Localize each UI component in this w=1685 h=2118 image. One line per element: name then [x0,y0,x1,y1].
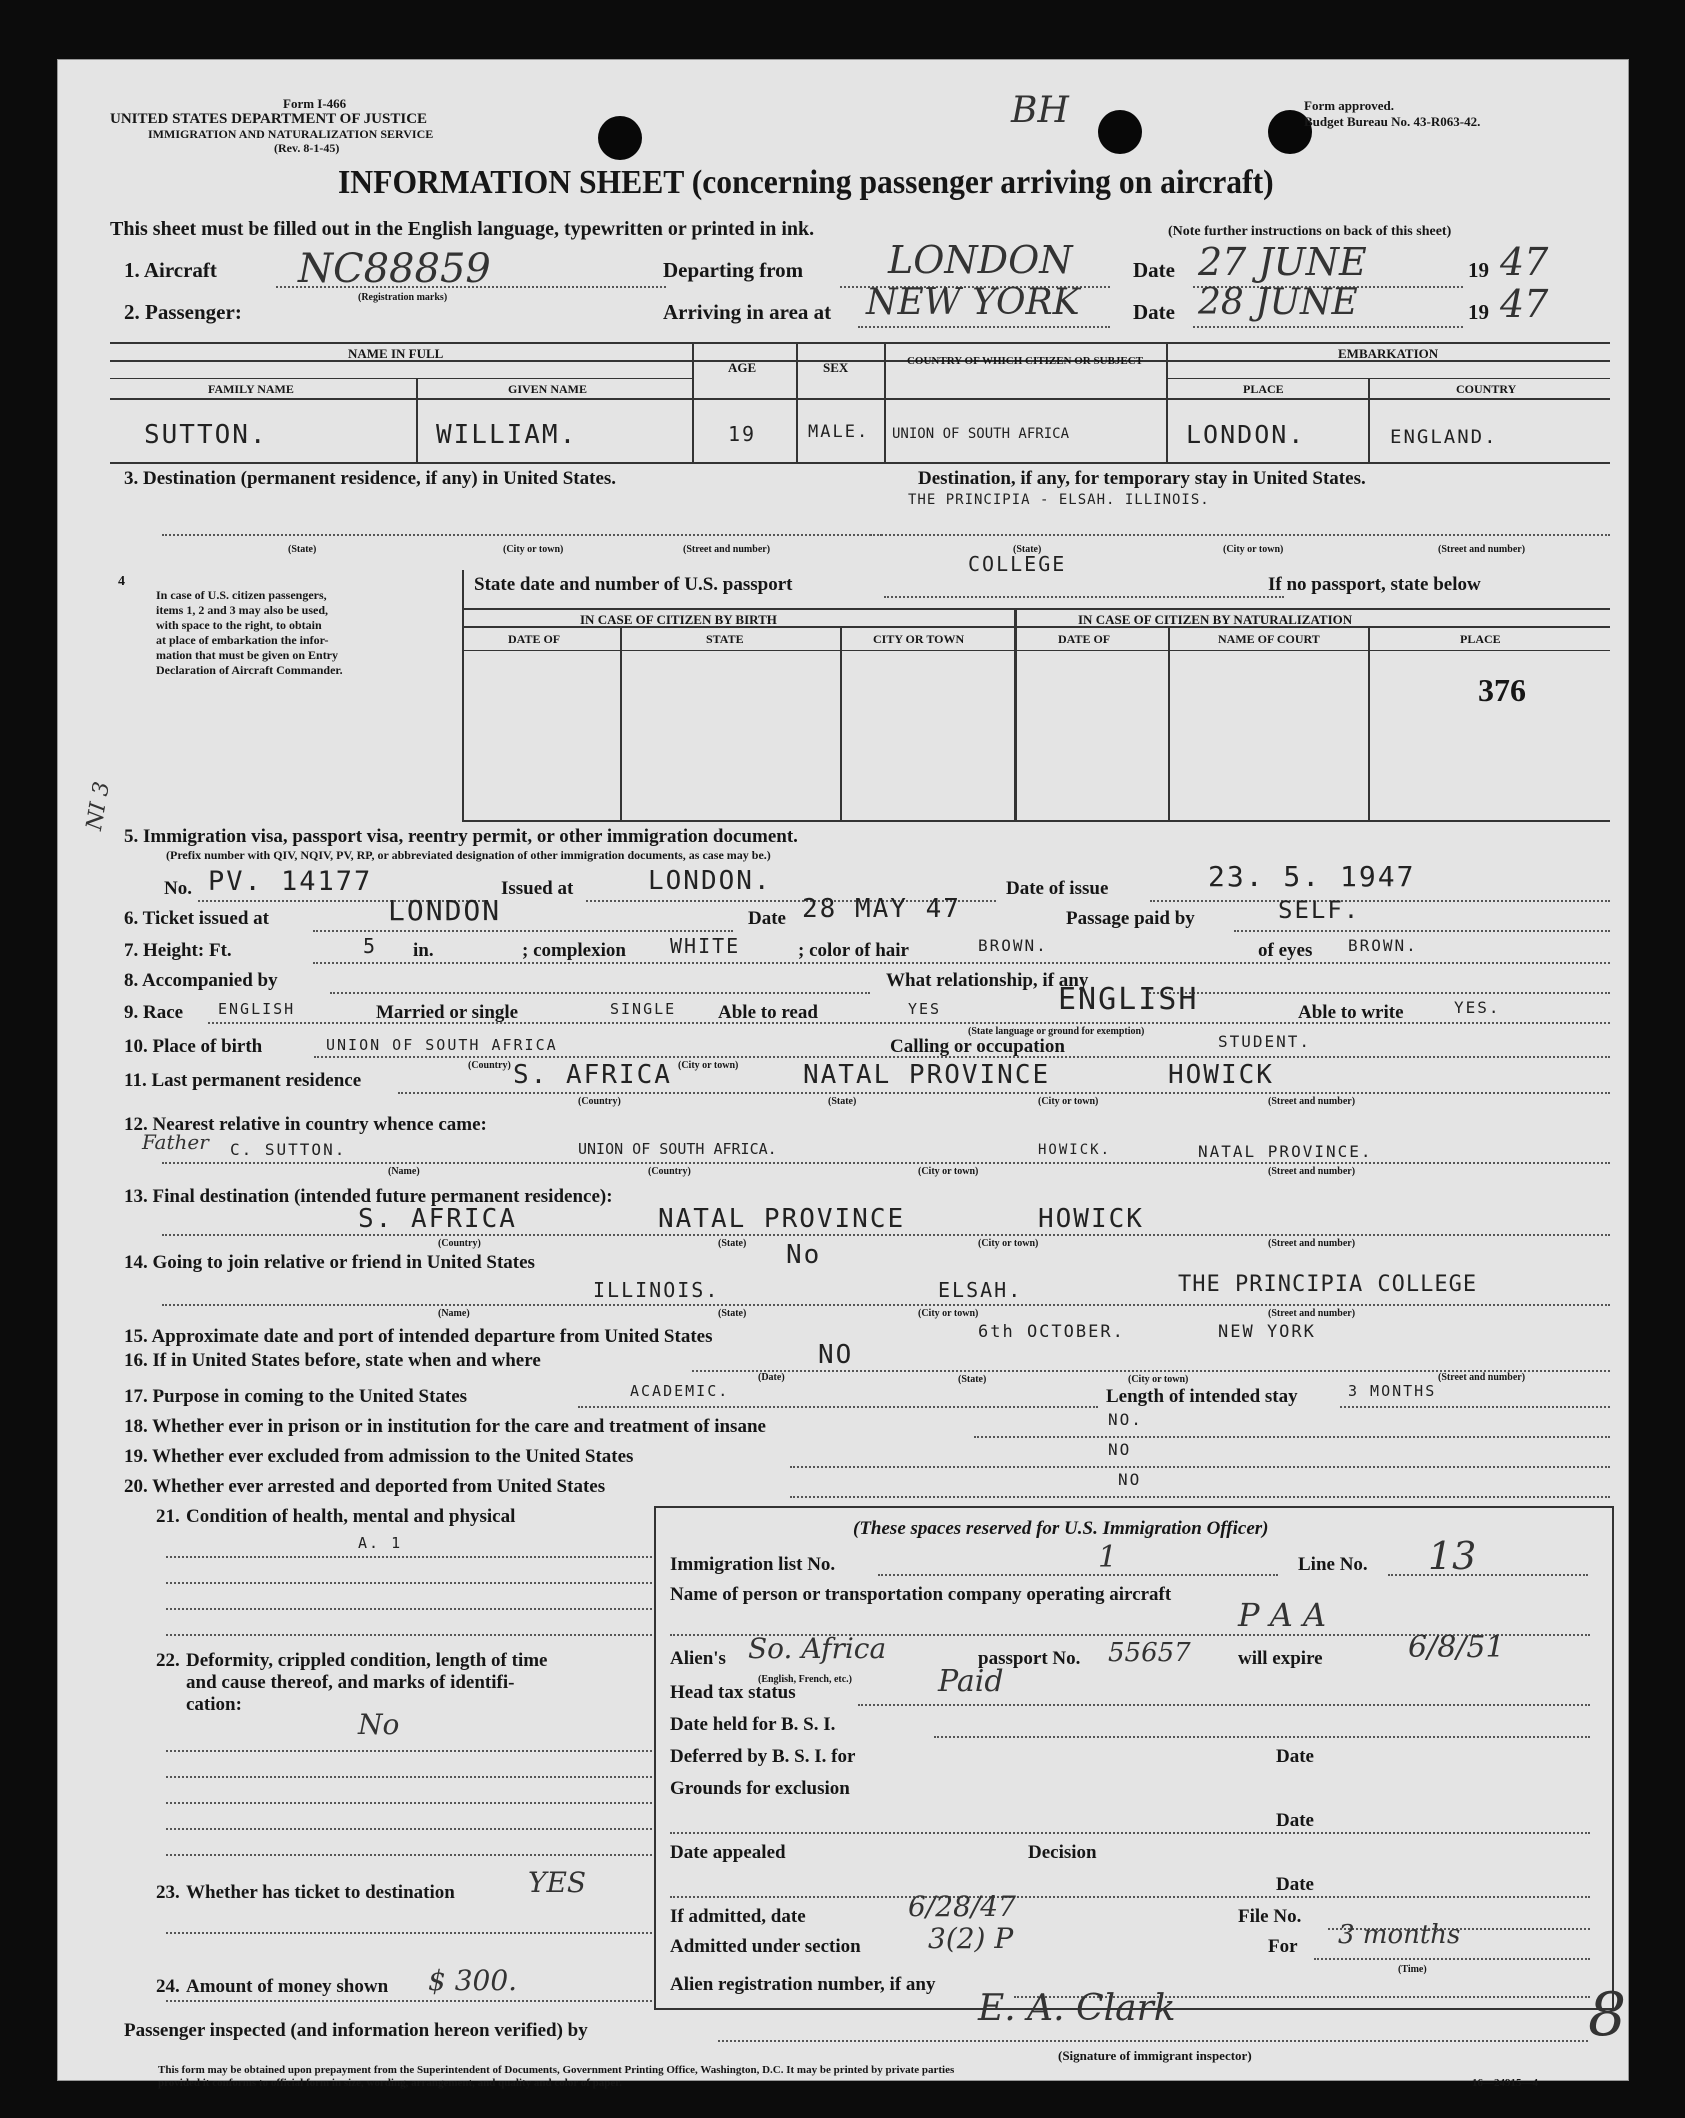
cap-state-13: (State) [718,1238,747,1249]
date-of-issue-value: 23. 5. 1947 [1208,860,1416,893]
page-title: INFORMATION SHEET (concerning passenger arriving on aircraft) [338,164,1274,201]
married-label: Married or single [376,1002,519,1023]
item9-label: 9. Race [124,1002,184,1023]
residence-state: NATAL PROVINCE [803,1060,1051,1090]
item14-label: 14. Going to join relative or friend in United States [124,1252,535,1273]
item19-label: 19. Whether ever excluded from admission to the United States [124,1446,634,1467]
admitted-label: If admitted, date [670,1906,806,1927]
item11-label: 11. Last permanent residence [124,1070,362,1091]
cap-state-16: (State) [958,1374,987,1385]
height-ft-value: 5 [363,934,378,958]
item4-note-6: Declaration of Aircraft Commander. [156,663,343,677]
embarkation-country-header: COUNTRY [1456,382,1517,396]
punch-hole [598,116,642,160]
passport-label: State date and number of U.S. passport [474,574,793,595]
citizen-by-naturalization-header: IN CASE OF CITIZEN BY NATURALIZATION [1078,612,1353,627]
item4-note-3: with space to the right, to obtain [156,618,322,632]
name-in-full-header: NAME IN FULL [348,346,444,361]
departing-label: Departing from [663,258,804,282]
cap-city-b: (City or town) [1223,544,1284,555]
deferred-date-label: Date [1276,1746,1314,1767]
form-code: 16—24915—4 [1472,2077,1538,2089]
temporary-destination: THE PRINCIPIA - ELSAH. ILLINOIS. [908,492,1210,508]
item3-label: 3. Destination (permanent residence, if any) in United States. [124,468,617,489]
item4-note-2: items 1, 2 and 3 may also be used, [156,603,329,617]
instruction-line: This sheet must be filled out in the English language, typewritten or printed in ink. [110,218,815,240]
signature-caption: (Signature of immigrant inspector) [1058,2048,1252,2063]
item16-label: 16. If in United States before, state when and where [124,1350,541,1371]
item4-number: 4 [118,574,125,589]
stamp-number: 376 [1478,672,1526,708]
final-country: S. AFRICA [358,1204,517,1234]
embarkation-country-value: ENGLAND. [1390,426,1498,448]
item23-label: Whether has ticket to destination [186,1882,455,1903]
form-revision: (Rev. 8-1-45) [274,141,340,155]
occupation-label: Calling or occupation [890,1036,1065,1057]
item22-line3: cation: [186,1694,242,1715]
corner-handwritten-mark: BH [1011,90,1069,131]
line-no-value: 13 [1428,1534,1477,1578]
college-value: COLLEGE [968,552,1067,576]
inspected-label: Passenger inspected (and information hereon verified) by [124,2020,588,2041]
deported-value: NO [1118,1470,1142,1489]
approval-line2: Budget Bureau No. 43-R063-42. [1304,114,1481,129]
hair-value: BROWN. [978,936,1048,955]
aliens-caption: (English, French, etc.) [758,1674,852,1685]
margin-note: NI 3 [82,779,116,833]
item22-line2: and cause thereof, and marks of identifi- [186,1672,515,1693]
item3b-label: Destination, if any, for temporary stay in United States. [918,468,1366,489]
expire-value: 6/8/51 [1408,1630,1505,1665]
cap-city: (City or town) [503,544,564,555]
cap-date-16: (Date) [758,1372,785,1383]
item4-note-1: In case of U.S. citizen passengers, [156,588,327,602]
write-label: Able to write [1298,1002,1404,1023]
aircraft-label: 1. Aircraft [124,258,217,282]
purpose-value: ACADEMIC. [630,1382,730,1400]
cap-name-12: (Name) [388,1166,420,1177]
imm-list-label: Immigration list No. [670,1554,836,1575]
cap-name-14: (Name) [438,1308,470,1319]
file-no-label: File No. [1238,1906,1302,1927]
passage-paid-label: Passage paid by [1066,908,1195,929]
language-caption: (State language or ground for exemption) [968,1026,1145,1037]
item5-note: (Prefix number with QIV, NQIV, PV, RP, or abbreviated designation of other immigration documents, as case may be.) [166,848,771,862]
item23-number: 23. [156,1882,180,1903]
aliens-value: So. Africa [748,1632,887,1665]
citizen-value: UNION OF SOUTH AFRICA [892,426,1070,442]
prison-value: NO. [1108,1410,1143,1429]
departing-value: LONDON [888,238,1073,282]
residence-country: S. AFRICA [513,1060,672,1090]
cap-city-12: (City or town) [918,1166,979,1177]
read-value: YES [908,1000,942,1018]
nat-court-header: NAME OF COURT [1218,632,1320,646]
relative-name: C. SUTTON. [230,1140,347,1159]
cap-street-13: (Street and number) [1268,1238,1356,1249]
height-in-label: in. [413,940,434,961]
family-name-value: SUTTON. [144,420,268,450]
grounds-label: Grounds for exclusion [670,1778,850,1799]
expire-label: will expire [1238,1648,1323,1669]
passenger-label: 2. Passenger: [124,300,242,324]
married-value: SINGLE [610,1000,677,1018]
length-stay-label: Length of intended stay [1106,1386,1298,1407]
deferred-label: Deferred by B. S. I. for [670,1746,856,1767]
arrival-year-prefix: 19 [1468,300,1489,324]
departure-date-value: 6th OCTOBER. [978,1322,1125,1342]
departure-port-value: NEW YORK [1218,1322,1316,1342]
relative-street: NATAL PROVINCE. [1198,1142,1373,1161]
inspector-signature: E. A. Clark [978,1988,1176,2029]
print-note-line1: This form may be obtained upon prepayment from the Superintendent of Documents, Government Printing Office, Washington, D.C. It may be printed by private parties [158,2064,955,2076]
complexion-value: WHITE [670,934,741,958]
join-state: ILLINOIS. [593,1278,720,1302]
embarkation-place-value: LONDON. [1186,420,1306,449]
form-number: Form I-466 [283,96,347,111]
departure-year-prefix: 19 [1468,258,1489,282]
nat-place-header: PLACE [1460,632,1501,646]
cap-street-14: (Street and number) [1268,1308,1356,1319]
punch-hole [1098,110,1142,154]
decision-label: Decision [1028,1842,1097,1863]
item22-line1: Deformity, crippled condition, length of time [186,1650,548,1671]
cap-city-14: (City or town) [918,1308,979,1319]
no-passport-label: If no passport, state below [1268,574,1481,595]
excluded-value: NO [1108,1440,1132,1459]
join-street: THE PRINCIPIA COLLEGE [1178,1272,1478,1297]
age-value: 19 [728,422,757,446]
complexion-label: ; complexion [522,940,626,961]
cap-street-b: (Street and number) [1438,544,1526,555]
item17-label: 17. Purpose in coming to the United States [124,1386,468,1407]
cap-country-10: (Country) [468,1060,511,1071]
line-no-label: Line No. [1298,1554,1368,1575]
sex-value: MALE. [808,422,870,442]
ticket-destination-value: YES [528,1866,587,1899]
birth-date-header: DATE OF [508,632,561,646]
operator-value: P A A [1238,1596,1327,1634]
final-city: HOWICK [1038,1204,1144,1234]
relative-city: HOWICK. [1038,1142,1112,1158]
item4-note-4: at place of embarkation the infor- [156,633,329,647]
item24-label: Amount of money shown [186,1976,389,1997]
cap-country-13: (Country) [438,1238,481,1249]
deformity-value: No [358,1708,400,1741]
arrival-date-label: Date [1133,300,1175,324]
length-stay-value: 3 MONTHS [1348,1382,1437,1400]
relative-country: UNION OF SOUTH AFRICA. [578,1140,777,1158]
visa-no-value: PV. 14177 [208,866,373,897]
health-value: A. 1 [358,1534,403,1552]
embarkation-header: EMBARKATION [1338,346,1439,361]
relative-relationship: Father [142,1130,209,1154]
operator-label: Name of person or transportation company operating aircraft [670,1584,1172,1605]
race-value: ENGLISH [218,1000,296,1018]
cap-city-16: (City or town) [1128,1374,1189,1385]
officer-reserved: (These spaces reserved for U.S. Immigration Officer) [853,1518,1269,1539]
item5-label: 5. Immigration visa, passport visa, reentry permit, or other immigration document. [124,826,798,847]
join-city: ELSAH. [938,1278,1023,1302]
item21-label: Condition of health, mental and physical [186,1506,516,1527]
relationship-label: What relationship, if any [886,970,1089,991]
join-relative-value: No [786,1240,822,1270]
cap-state-14: (State) [718,1308,747,1319]
issued-at-value: LONDON. [648,866,772,896]
item21-number: 21. [156,1506,180,1527]
arrival-date: 28 JUNE [1198,282,1358,323]
passport-no-value: 55657 [1108,1638,1191,1668]
bsi-label: Date held for B. S. I. [670,1714,836,1735]
cap-city-13: (City or town) [978,1238,1039,1249]
item15-label: 15. Approximate date and port of intended departure from United States [124,1326,713,1347]
cap-state: (State) [288,544,317,555]
agency-line1: UNITED STATES DEPARTMENT OF JUSTICE [110,111,428,127]
aliens-label: Alien's [670,1648,726,1669]
citizen-header: COUNTRY OF WHICH CITIZEN OR SUBJECT [906,355,1144,367]
visa-no-label: No. [164,878,192,899]
agency-line2: IMMIGRATION AND NATURALIZATION SERVICE [148,127,434,141]
eyes-label: of eyes [1258,940,1313,961]
ticket-date-value: 28 MAY 47 [802,894,961,924]
alien-reg-label: Alien registration number, if any [670,1974,936,1995]
cap-state-b: (State) [1013,544,1042,555]
birth-state-header: STATE [706,632,744,646]
cap-state-11: (State) [828,1096,857,1107]
item8-label: 8. Accompanied by [124,970,278,991]
birth-city-header: CITY OR TOWN [873,632,965,646]
arriving-value: NEW YORK [866,282,1080,323]
cap-city-10: (City or town) [678,1060,739,1071]
for-value: 3 months [1338,1920,1461,1950]
arrival-year: 47 [1500,282,1549,326]
page-mark: 8 [1588,1980,1627,2050]
head-tax-label: Head tax status [670,1682,796,1703]
final-state: NATAL PROVINCE [658,1204,906,1234]
cap-street-12: (Street and number) [1268,1166,1356,1177]
passage-paid-value: SELF. [1278,896,1361,924]
instruction-note: (Note further instructions on back of this sheet) [1168,224,1452,239]
appealed-label: Date appealed [670,1842,786,1863]
item24-number: 24. [156,1976,180,1997]
information-sheet-form [58,60,1628,2089]
item7-label: 7. Height: Ft. [124,940,232,961]
cap-country-12: (Country) [648,1166,691,1177]
time-caption: (Time) [1398,1964,1427,1975]
hair-label: ; color of hair [798,940,909,961]
write-value: YES. [1454,998,1501,1017]
item6-label: 6. Ticket issued at [124,908,269,929]
aircraft-registration: NC88859 [298,246,491,292]
item20-label: 20. Whether ever arrested and deported from United States [124,1476,606,1497]
family-name-header: FAMILY NAME [208,382,294,396]
decision-date-label: Date [1276,1874,1314,1895]
cap-street-16: (Street and number) [1438,1372,1526,1383]
occupation-value: STUDENT. [1218,1032,1312,1051]
read-language: ENGLISH [1058,982,1199,1017]
age-header: AGE [728,360,757,375]
item4-note-5: mation that must be given on Entry [156,648,339,662]
item12-label: 12. Nearest relative in country whence came: [124,1114,487,1135]
residence-city: HOWICK [1168,1060,1274,1090]
item13-label: 13. Final destination (intended future permanent residence): [124,1186,613,1207]
previous-visit-value: NO [818,1340,854,1370]
print-note-line2: provided it conforms to official form in size, wording, arrangement, and quality and color of paper. [158,2077,622,2089]
grounds-date-label: Date [1276,1810,1314,1831]
departure-date-label: Date [1133,258,1175,282]
read-label: Able to read [718,1002,818,1023]
departure-year: 47 [1500,240,1549,284]
embarkation-place-header: PLACE [1243,382,1284,396]
ticket-date-label: Date [748,908,786,929]
head-tax-value: Paid [938,1664,1004,1699]
item10-label: 10. Place of birth [124,1036,263,1057]
date-of-issue-label: Date of issue [1006,878,1109,899]
passport-no-label: passport No. [978,1648,1081,1669]
item22-number: 22. [156,1650,180,1671]
cap-country-11: (Country) [578,1096,621,1107]
arriving-label: Arriving in area at [663,300,832,324]
given-name-value: WILLIAM. [436,420,578,450]
eyes-value: BROWN. [1348,936,1418,955]
money-value: $ 300. [428,1964,518,1997]
issued-at-label: Issued at [501,878,574,899]
cap-street: (Street and number) [683,544,771,555]
birth-place-value: UNION OF SOUTH AFRICA [326,1036,558,1054]
admitted-value: 6/28/47 [908,1890,1016,1923]
ticket-issued-value: LONDON [388,894,502,927]
for-label: For [1268,1936,1298,1957]
cap-street-11: (Street and number) [1268,1096,1356,1107]
nat-date-header: DATE OF [1058,632,1111,646]
registration-caption: (Registration marks) [358,292,448,303]
cap-city-11: (City or town) [1038,1096,1099,1107]
item18-label: 18. Whether ever in prison or in institution for the care and treatment of insane [124,1416,766,1437]
approval-line1: Form approved. [1304,98,1395,113]
imm-list-value: 1 [1098,1540,1118,1575]
section-label: Admitted under section [670,1936,861,1957]
sex-header: SEX [823,360,849,375]
departure-date: 27 JUNE [1198,240,1367,284]
citizen-by-birth-header: IN CASE OF CITIZEN BY BIRTH [580,612,777,627]
section-value: 3(2) P [928,1922,1014,1955]
given-name-header: GIVEN NAME [508,382,588,396]
